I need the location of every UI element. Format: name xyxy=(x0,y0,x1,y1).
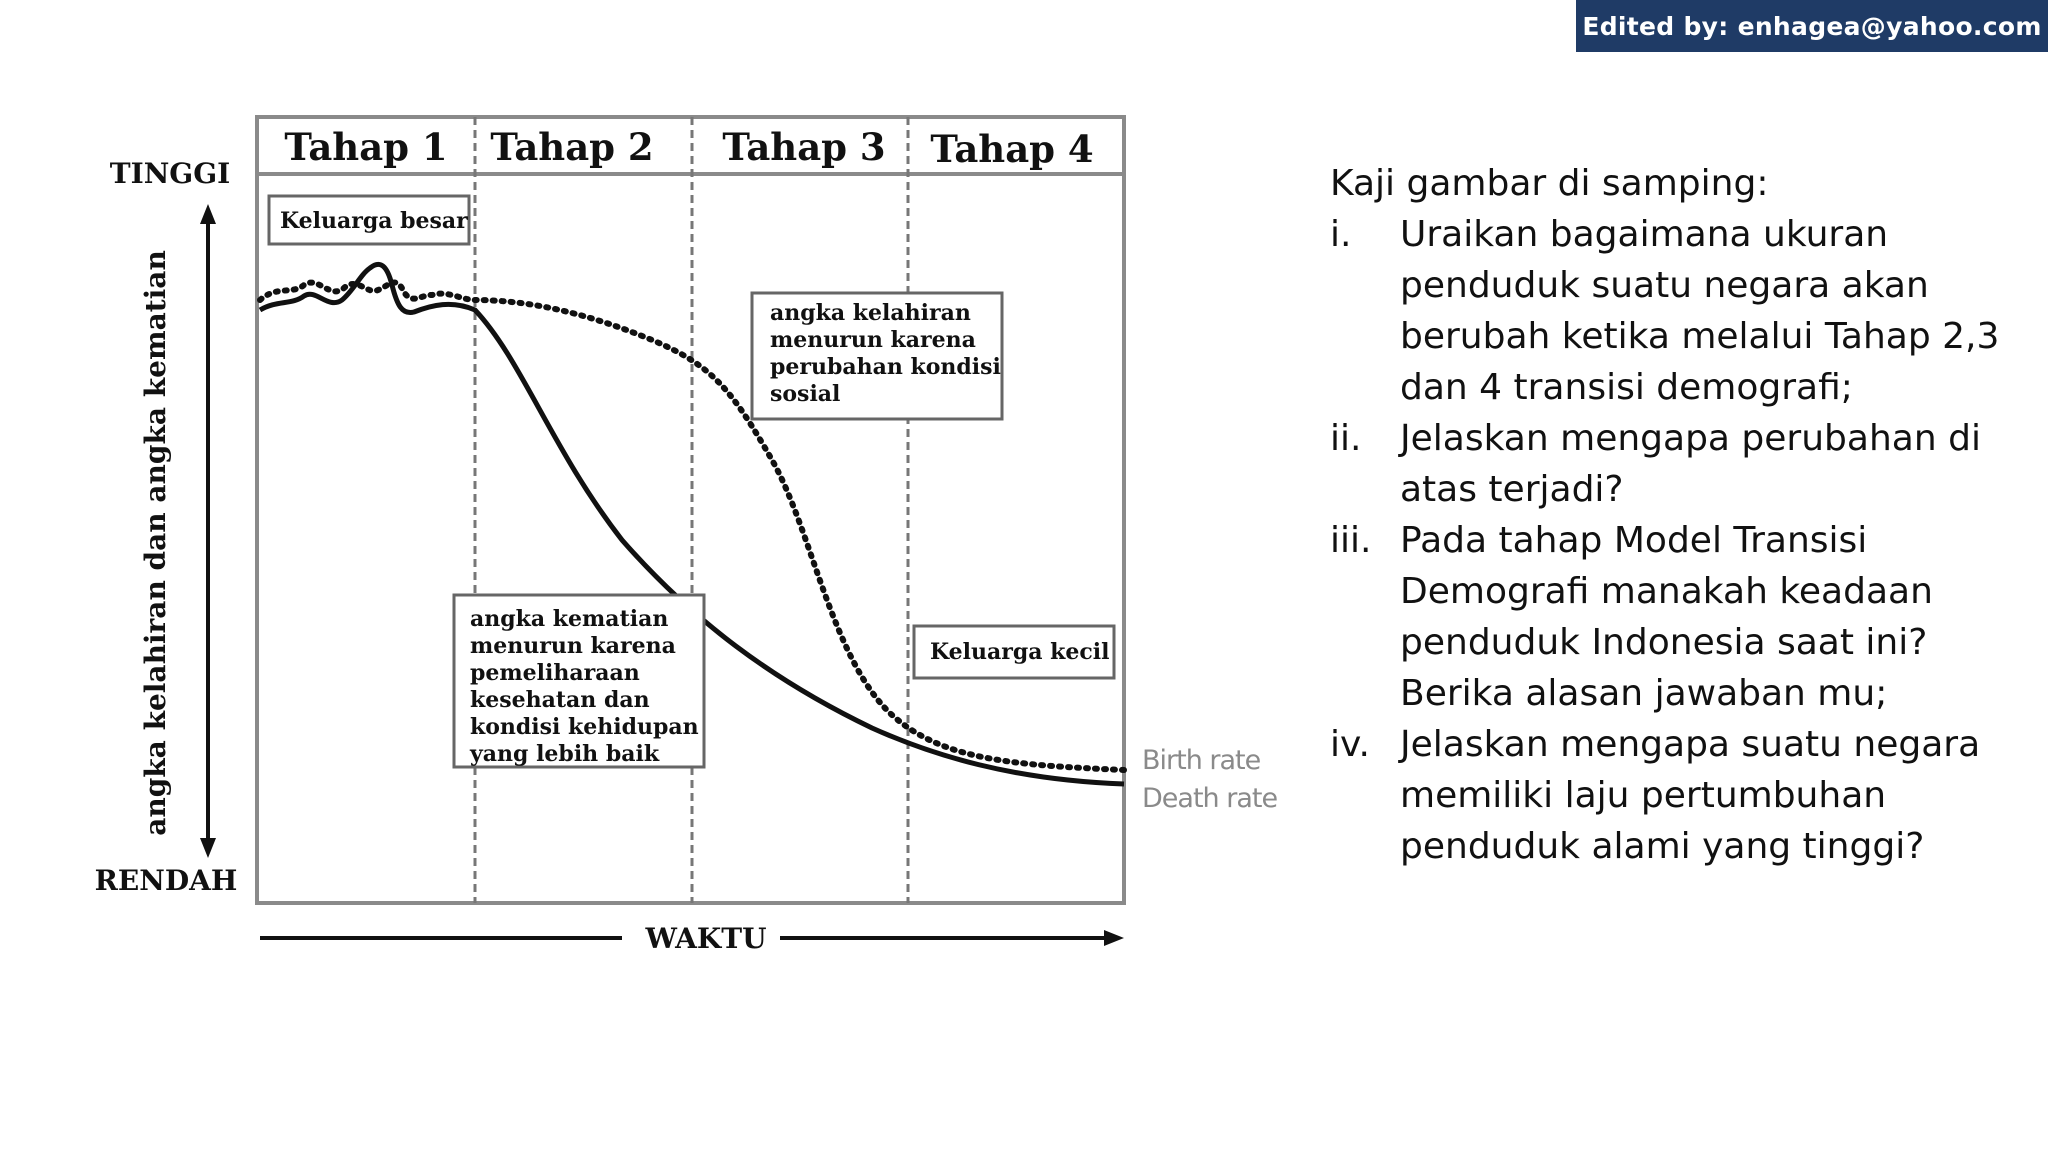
x-axis-label: WAKTU xyxy=(645,922,767,955)
question-number: iii. xyxy=(1330,520,1372,561)
stage-label-3: Tahap 3 xyxy=(722,125,886,169)
box-death-note-line-1: angka kematian xyxy=(470,606,669,632)
y-high-label: TINGGI xyxy=(109,157,231,190)
questions-intro: Kaji gambar di samping: xyxy=(1330,163,1769,204)
question-item xyxy=(1330,413,2030,515)
question-panel xyxy=(1330,158,2030,872)
demographic-transition-diagram xyxy=(92,100,1310,980)
y-axis-label: angka kelahiran dan angka kematian xyxy=(139,250,172,836)
credit-banner: Edited by: enhagea@yahoo.com xyxy=(1576,0,2048,52)
box-small-family-text: Keluarga kecil xyxy=(930,639,1110,665)
box-birth-note-line-1: angka kelahiran xyxy=(770,300,971,326)
box-death-note-line-3: pemeliharaan xyxy=(470,660,640,686)
question-number: iv. xyxy=(1330,724,1370,765)
y-low-label: RENDAH xyxy=(94,864,238,897)
legend-birth-rate: Birth rate xyxy=(1142,745,1261,776)
stage-label-2: Tahap 2 xyxy=(490,125,654,169)
diagram-svg xyxy=(92,100,1310,980)
question-text: Jelaskan mengapa perubahan di atas terjadi? xyxy=(1400,418,1981,510)
box-death-note-line-2: menurun karena xyxy=(470,633,676,659)
question-item xyxy=(1330,209,2030,413)
box-birth-note-line-3: perubahan kondisi xyxy=(770,354,1001,380)
box-death-note-line-6: yang lebih baik xyxy=(470,741,660,767)
question-number: i. xyxy=(1330,214,1352,255)
question-number: ii. xyxy=(1330,418,1362,459)
question-text: Uraikan bagaimana ukuran penduduk suatu negara akan berubah ketika melalui Tahap 2,3 dan 4 transisi demografi; xyxy=(1400,214,2000,408)
box-large-family-text: Keluarga besar xyxy=(280,208,468,234)
question-item xyxy=(1330,515,2030,719)
box-birth-note-line-2: menurun karena xyxy=(770,327,976,353)
stage-label-4: Tahap 4 xyxy=(930,127,1094,171)
box-death-note-line-4: kesehatan dan xyxy=(470,687,650,713)
y-arrow-down-icon xyxy=(200,838,216,858)
question-text: Jelaskan mengapa suatu negara memiliki laju pertumbuhan penduduk alami yang tinggi? xyxy=(1400,724,1981,867)
question-item xyxy=(1330,719,2030,872)
stage-label-1: Tahap 1 xyxy=(284,125,448,169)
box-birth-note-line-4: sosial xyxy=(770,381,841,407)
question-text: Pada tahap Model Transisi Demografi manakah keadaan penduduk Indonesia saat ini? Berika alasan jawaban mu; xyxy=(1400,520,1933,714)
y-arrow-up-icon xyxy=(200,204,216,224)
x-arrow-right-icon xyxy=(1104,930,1124,946)
question-list xyxy=(1330,209,2030,872)
box-death-note-line-5: kondisi kehidupan xyxy=(470,714,699,740)
legend-death-rate: Death rate xyxy=(1142,783,1278,814)
